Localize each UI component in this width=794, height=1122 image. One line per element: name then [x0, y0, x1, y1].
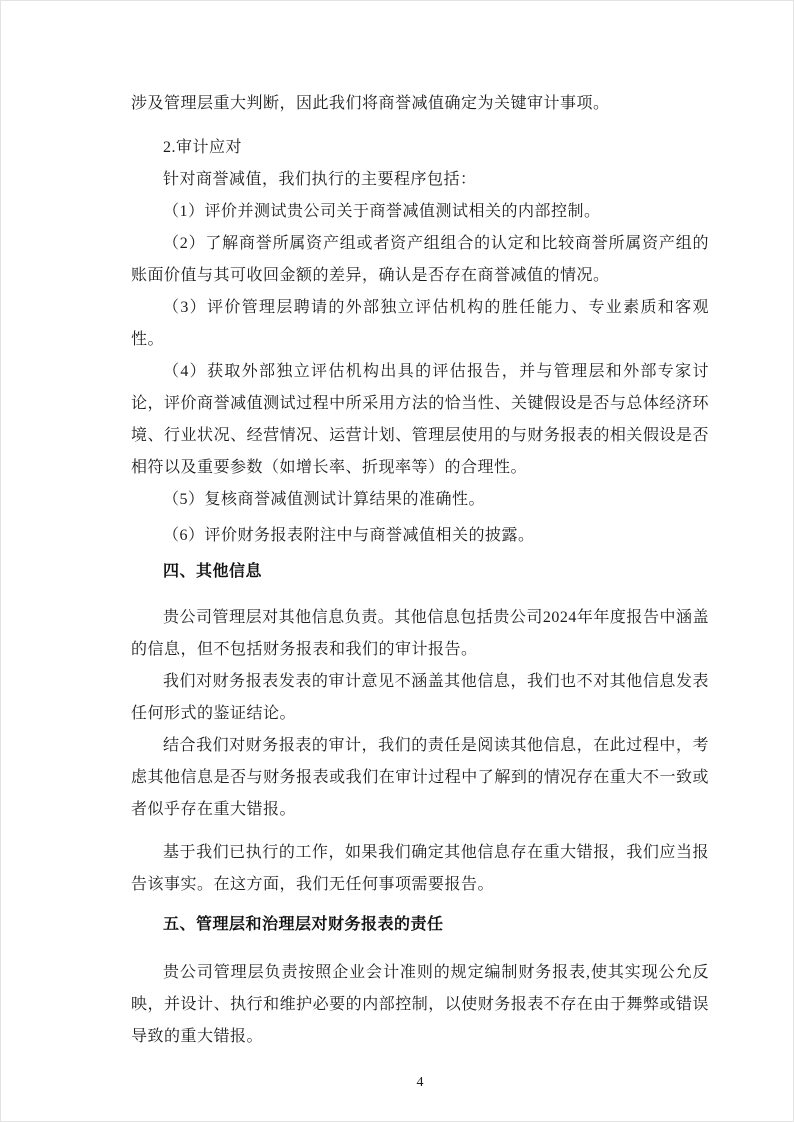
- paragraph-misstatement-reporting: 基于我们已执行的工作，如果我们确定其他信息存在重大错报，我们应当报告该事实。在这方面，我们无任何事项需要报告。: [131, 844, 709, 893]
- paragraph-procedure-1: （1）评价并测试贵公司关于商誉减值测试相关的内部控制。: [163, 203, 601, 220]
- paragraph-procedures-intro: 针对商誉减值，我们执行的主要程序包括：: [163, 171, 477, 188]
- paragraph-procedure-6: （6）评价财务报表附注中与商誉减值相关的披露。: [163, 527, 535, 544]
- paragraph-audit-response-label: 2.审计应对: [163, 139, 243, 156]
- paragraph-procedure-3: （3）评价管理层聘请的外部独立评估机构的胜任能力、专业素质和客观性。: [131, 299, 709, 348]
- paragraph-read-other-info: 结合我们对财务报表的审计，我们的责任是阅读其他信息，在此过程中，考虑其他信息是否与财务报表或我们在审计过程中了解到的情况存在重大不一致或者似乎存在重大错报。: [131, 737, 709, 818]
- paragraph-management-responsibility: 贵公司管理层负责按照企业会计准则的规定编制财务报表,使其实现公允反映，并设计、执行和维护必要的内部控制，以使财务报表不存在由于舞弊或错误导致的重大错报。: [131, 964, 709, 1045]
- paragraph-key-audit-matter-conclusion: 涉及管理层重大判断，因此我们将商誉减值确定为关键审计事项。: [131, 95, 610, 112]
- section-heading-management-responsibility: 五、管理层和治理层对财务报表的责任: [163, 916, 444, 933]
- paragraph-procedure-4: （4）获取外部独立评估机构出具的评估报告，并与管理层和外部专家讨论，评价商誉减值测试过程中所采用方法的恰当性、关键假设是否与总体经济环境、行业状况、经营情况、运营计划、管理层使用的与财务报表的相关假设是否相符以及重要参数（如增长率、折现率等）的合理性。: [131, 363, 709, 476]
- paragraph-procedure-2: （2）了解商誉所属资产组或者资产组组合的认定和比较商誉所属资产组的账面价值与其可收回金额的差异，确认是否存在商誉减值的情况。: [131, 235, 709, 284]
- paragraph-other-info-responsibility: 贵公司管理层对其他信息负责。其他信息包括贵公司2024年年度报告中涵盖的信息，但不包括财务报表和我们的审计报告。: [131, 609, 709, 658]
- paragraph-procedure-5: （5）复核商誉减值测试计算结果的准确性。: [163, 491, 486, 508]
- section-heading-other-information: 四、其他信息: [163, 563, 263, 580]
- page-number: 4: [416, 1075, 424, 1090]
- paragraph-opinion-scope: 我们对财务报表发表的审计意见不涵盖其他信息，我们也不对其他信息发表任何形式的鉴证结论。: [131, 673, 709, 722]
